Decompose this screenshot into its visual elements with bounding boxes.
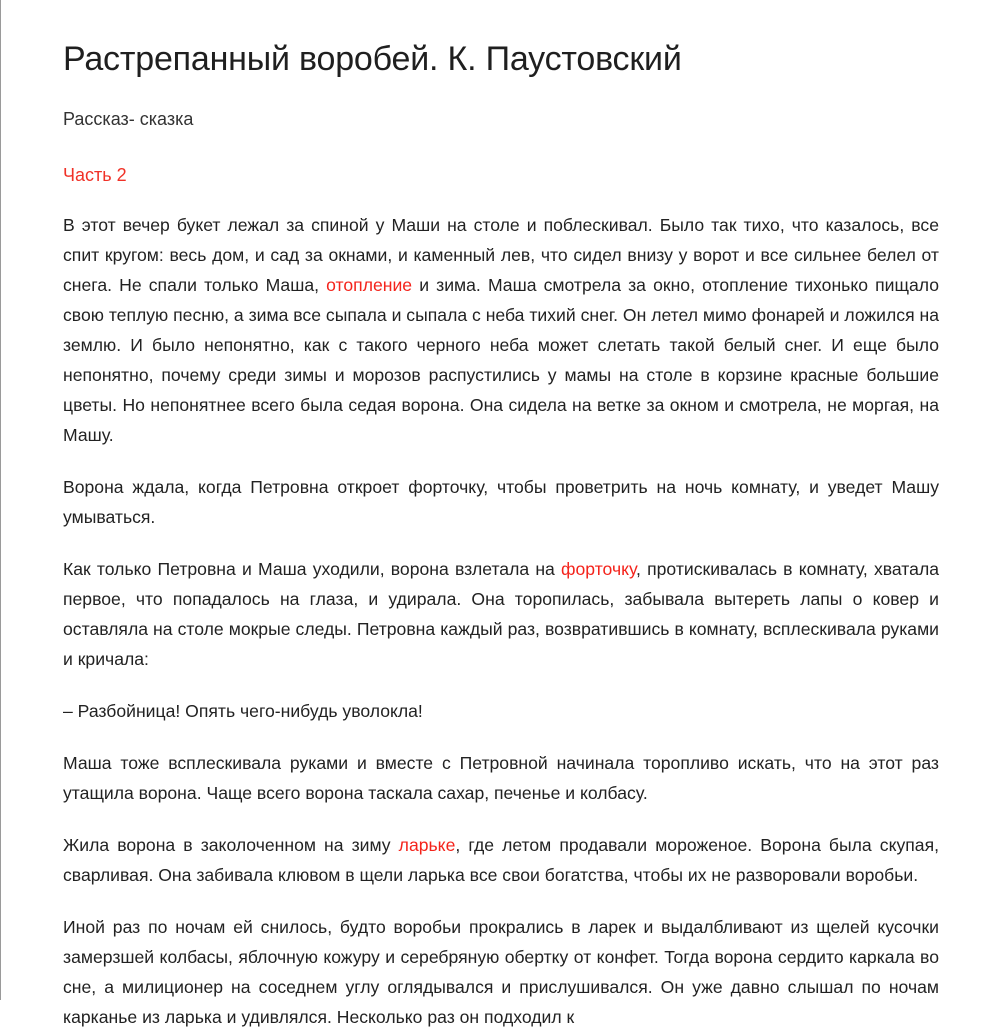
highlighted-term: форточку: [561, 558, 637, 579]
paragraph: [63, 696, 939, 726]
paragraph: [63, 912, 939, 1032]
text-run: Как только Петровна и Маша уходили, ворона взлетала на: [63, 558, 562, 579]
highlighted-term: ларьке: [398, 834, 456, 855]
text-run: Иной раз по ночам ей снилось, будто воробьи прокрались в ларек и выдалбливают из щелей кусочки замерзшей колбасы, яблочную кожуру и серебряную обертку от конфет. Тогда ворона сердито каркала во сне, а милиционер на соседнем углу оглядывался и прислушивался. Он уже давно слышал по ночам карканье из ларька и удивлялся. Несколько раз он подходил к: [63, 916, 939, 1027]
text-run: В этот вечер букет лежал за спиной у Маши на столе и поблескивал. Было так тихо, что казалось, все спит кругом: весь дом, и сад за окнами, и каменный лев, что сидел внизу у ворот и все сильнее белел от снега. Не спали только Маша,: [63, 214, 939, 295]
part-heading: Часть 2: [63, 164, 127, 185]
paragraph: [63, 748, 939, 808]
text-run: Маша тоже всплескивала руками и вместе с Петровной начинала торопливо искать, что на этот раз утащила ворона. Чаще всего ворона таскала сахар, печенье и колбасу.: [63, 752, 939, 803]
page-title: Растрепанный воробей. К. Паустовский: [63, 40, 682, 78]
paragraph: [63, 472, 939, 532]
highlighted-term: отопление: [326, 274, 413, 295]
document-subtitle: Рассказ- сказка: [63, 108, 194, 129]
paragraph: [63, 210, 939, 450]
text-run: Жила ворона в заколоченном на зиму: [63, 834, 399, 855]
text-run: , протискивалась в комнату, хватала первое, что попадалось на глаза, и удирала. Она торопилась, забывала вытереть лапы о ковер и оставляла на столе мокрые следы. Петровна каждый раз, возвратившись в комнату, всплескивала руками и кричала:: [63, 558, 940, 669]
paragraph: [63, 554, 939, 674]
text-run: и зима. Маша смотрела за окно, отопление тихонько пищало свою теплую песню, а зима все сыпала и сыпала с неба тихий снег. Он летел мимо фонарей и ложился на землю. И было непонятно, как с такого черного неба может слетать такой белый снег. И еще было непонятно, почему среди зимы и морозов распустились у мамы на столе в корзине красные большие цветы. Но непонятнее всего была седая ворона. Она сидела на ветке за окном и смотрела, не моргая, на Машу.: [63, 274, 939, 445]
text-run: , где летом продавали мороженое. Ворона была скупая, сварливая. Она забивала клювом в щели ларька все свои богатства, чтобы их не разворовали воробьи.: [63, 834, 939, 885]
text-run: Ворона ждала, когда Петровна откроет форточку, чтобы проветрить на ночь комнату, и уведет Машу умываться.: [63, 476, 939, 527]
text-run: – Разбойница! Опять чего-нибудь уволокла!: [63, 700, 423, 721]
paragraph: [63, 830, 939, 890]
article-body: [63, 0, 939, 1032]
story-text: [63, 188, 939, 1032]
